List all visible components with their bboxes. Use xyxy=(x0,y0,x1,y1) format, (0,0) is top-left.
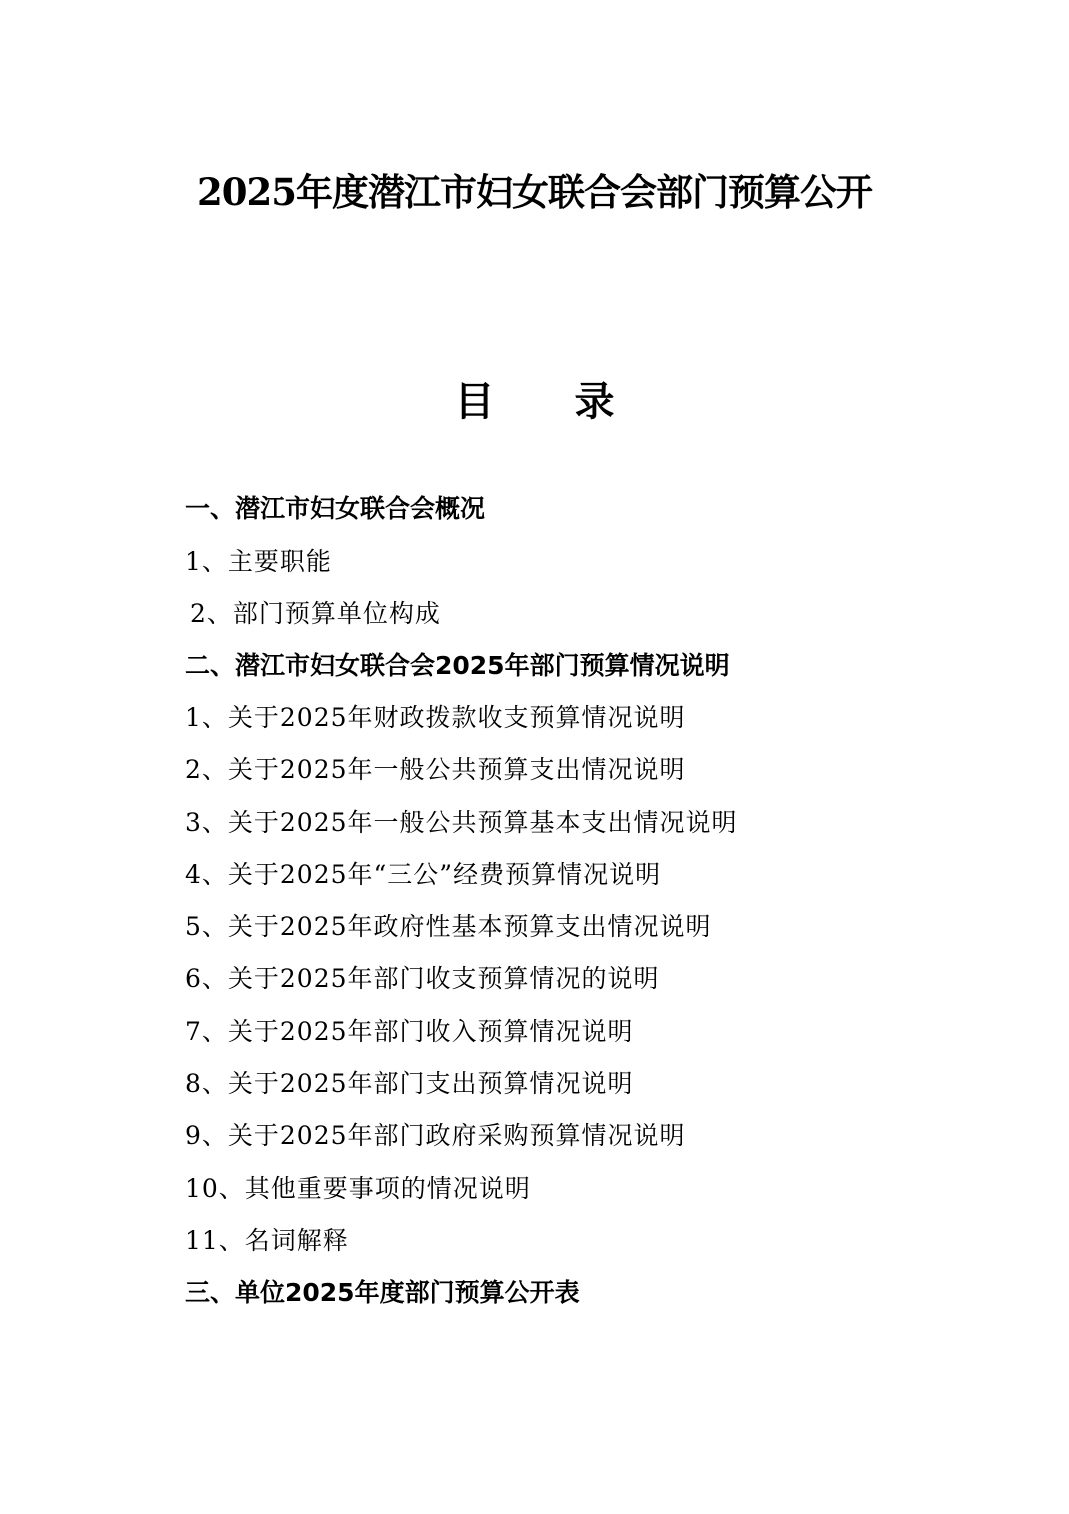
toc-item-2-1: 1、关于2025年财政拨款收支预算情况说明 xyxy=(185,703,686,732)
toc-item-1-1: 1、主要职能 xyxy=(185,547,332,576)
toc-item-2-11: 11、名词解释 xyxy=(185,1226,349,1255)
document-title: 2025年度潜江市妇女联合会部门预算公开 xyxy=(197,170,872,214)
toc-item-2-2: 2、关于2025年一般公共预算支出情况说明 xyxy=(185,755,686,784)
toc-item-1-2: 2、部门预算单位构成 xyxy=(190,599,441,628)
toc-heading-char-2: 录 xyxy=(574,378,615,425)
toc-section-2: 二、潜江市妇女联合会2025年部门预算情况说明 xyxy=(185,651,730,680)
toc-item-2-10: 10、其他重要事项的情况说明 xyxy=(185,1174,531,1203)
toc-item-2-3: 3、关于2025年一般公共预算基本支出情况说明 xyxy=(185,808,738,837)
toc-heading-char-1: 目 xyxy=(454,378,495,425)
toc-item-2-5: 5、关于2025年政府性基本预算支出情况说明 xyxy=(185,912,712,941)
toc-section-3: 三、单位2025年度部门预算公开表 xyxy=(185,1278,580,1307)
toc-section-1: 一、潜江市妇女联合会概况 xyxy=(185,494,486,523)
toc-item-2-6: 6、关于2025年部门收支预算情况的说明 xyxy=(185,964,660,993)
toc-item-2-8: 8、关于2025年部门支出预算情况说明 xyxy=(185,1069,634,1098)
toc-item-2-4: 4、关于2025年“三公”经费预算情况说明 xyxy=(185,860,662,889)
toc-item-2-9: 9、关于2025年部门政府采购预算情况说明 xyxy=(185,1121,686,1150)
toc-item-2-7: 7、关于2025年部门收入预算情况说明 xyxy=(185,1017,634,1046)
